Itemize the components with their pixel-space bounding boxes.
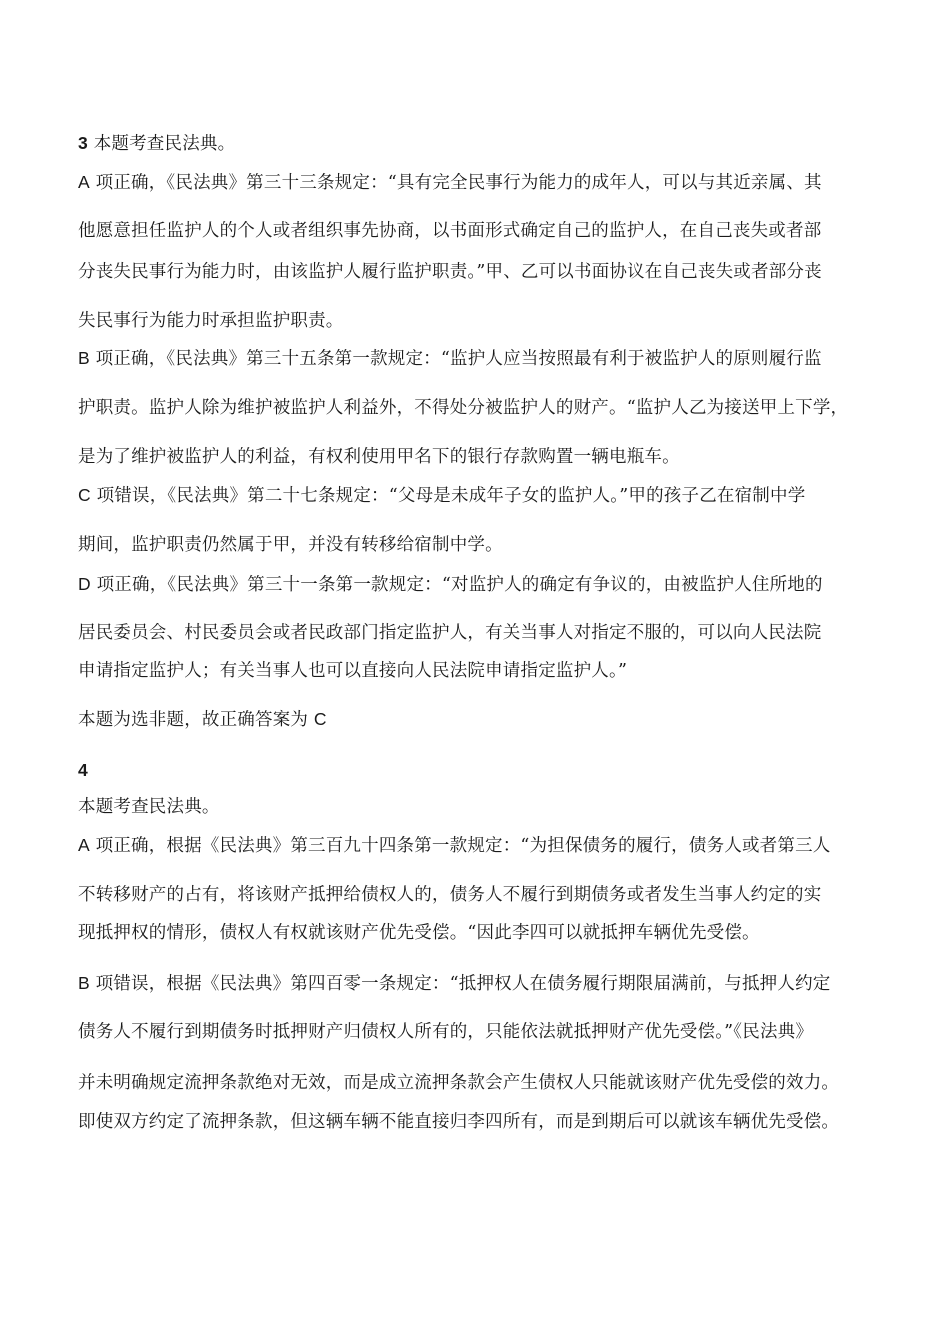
- q3-b-line2: 护职责。监护人除为维护被监护人利益外，不得处分被监护人的财产。“监护人乙为接送甲上下学，: [78, 398, 849, 418]
- q4-a-text1: 项正确，根据《民法典》第三百九十四条第一款规定：“为担保债务的履行，债务人或者第三人: [89, 836, 831, 856]
- q3-a-line1: [78, 170, 888, 195]
- q3-intro: 本题考查民法典。: [87, 134, 236, 154]
- q3-d-text1: 项正确，《民法典》第三十一条第一款规定：“对监护人的确定有争议的，由被监护人住所地的: [90, 575, 823, 595]
- q3-a-line3: 分丧失民事行为能力时，由该监护人履行监护职责。”甲、乙可以书面协议在自己丧失或者部分丧: [78, 262, 822, 282]
- q3-b-line3: 是为了维护被监护人的利益，有权利使用甲名下的银行存款购置一辆电瓶车。: [78, 447, 680, 467]
- q3-c-text1: 项错误，《民法典》第二十七条规定：“父母是未成年子女的监护人。”甲的孩子乙在宿制中学: [90, 486, 806, 506]
- q3-d-letter: D: [78, 574, 91, 594]
- q3-b-letter: B: [78, 348, 90, 368]
- q3-b-text1: 项正确，《民法典》第三十五条第一款规定：“监护人应当按照最有利于被监护人的原则履行监: [89, 349, 822, 369]
- q4-b-line3: 并未明确规定流押条款绝对无效，而是成立流押条款会产生债权人只能就该财产优先受偿的效力。: [78, 1073, 840, 1093]
- q3-answer: [78, 707, 888, 732]
- q4-b-line1: [78, 971, 888, 996]
- q3-d-line1: [78, 572, 888, 597]
- q3-a-line2: 他愿意担任监护人的个人或者组织事先协商，以书面形式确定自己的监护人，在自己丧失或者部: [78, 221, 822, 241]
- q3-number: 3: [78, 133, 88, 153]
- q3-c-line1: [78, 483, 888, 508]
- q4-b-letter: B: [78, 973, 90, 993]
- q4-b-line4: 即使双方约定了流押条款，但这辆车辆不能直接归李四所有，而是到期后可以就该车辆优先受偿。: [78, 1112, 840, 1132]
- q4-number: 4: [78, 760, 88, 780]
- q4-a-line2: 不转移财产的占有，将该财产抵押给债权人的，债务人不履行到期债务或者发生当事人约定的实: [78, 885, 822, 905]
- q4-b-text1: 项错误，根据《民法典》第四百零一条规定：“抵押权人在债务履行期限届满前，与抵押人约定: [89, 974, 831, 994]
- q3-b-line1: [78, 346, 888, 371]
- q4-a-line1: [78, 833, 888, 858]
- q4-intro: 本题考查民法典。: [78, 797, 220, 817]
- q3-answer-text: 本题为选非题，故正确答案为: [78, 710, 314, 730]
- q3-d-line2: 居民委员会、村民委员会或者民政部门指定监护人，有关当事人对指定不服的，可以向人民法院: [78, 623, 822, 643]
- q3-c-letter: C: [78, 485, 91, 505]
- q3-a-text1: 项正确，《民法典》第三十三条规定：“具有完全民事行为能力的成年人，可以与其近亲属、其: [89, 173, 822, 193]
- q4-b-line2: 债务人不履行到期债务时抵押财产归债权人所有的，只能依法就抵押财产优先受偿。”《民法典》: [78, 1022, 814, 1042]
- q3-d-line3: 申请指定监护人；有关当事人也可以直接向人民法院申请指定监护人。”: [78, 661, 628, 681]
- q3-answer-letter: C: [313, 709, 327, 729]
- q3-heading: [78, 131, 888, 156]
- q4-a-line3: 现抵押权的情形，债权人有权就该财产优先受偿。“因此李四可以就抵押车辆优先受偿。: [78, 923, 760, 943]
- q3-a-letter: A: [78, 172, 90, 192]
- q4-a-letter: A: [78, 835, 90, 855]
- q3-c-line2: 期间，监护职责仍然属于甲，并没有转移给宿制中学。: [78, 535, 503, 555]
- q3-a-line4: 失民事行为能力时承担监护职责。: [78, 311, 344, 331]
